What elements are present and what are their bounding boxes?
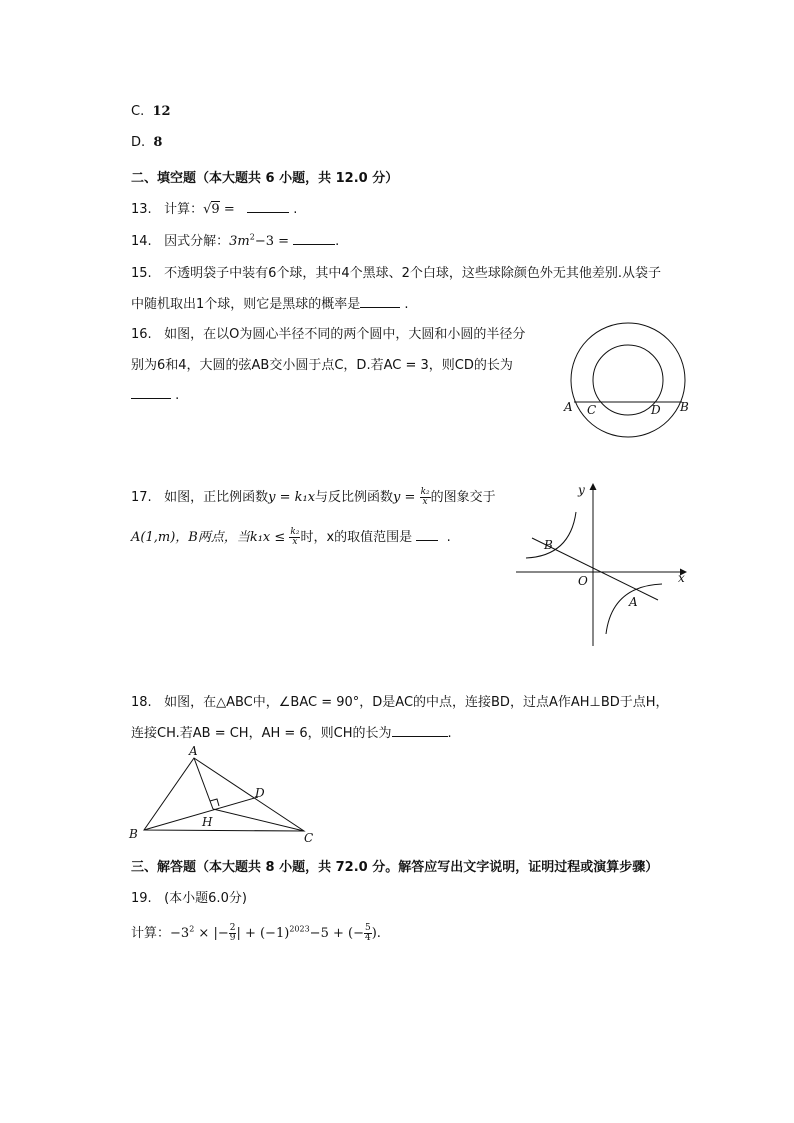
q19-p5: ). (371, 926, 381, 941)
question-18-line2 (131, 722, 452, 741)
q19-p2: × |− (194, 926, 229, 941)
q17-expr-d: y = (393, 490, 420, 505)
label-o: O (578, 574, 588, 588)
question-19-expression (131, 922, 381, 943)
q15-answer-blank[interactable] (360, 295, 400, 308)
question-18-line1 (131, 691, 669, 710)
q14-number: 14. (131, 234, 152, 249)
q17-expr-b: y = k₁x (268, 490, 316, 505)
label-c: C (587, 403, 597, 417)
q16-line1: 如图，在以O为圆心半径不同的两个圆中，大圆和小圆的半径分 (164, 327, 526, 342)
q14-expr-a: 3m (229, 234, 250, 249)
q13-eq: = (219, 202, 239, 217)
label-b: B (680, 400, 689, 414)
question-19-header (131, 887, 247, 906)
q17-line2-a: A(1,m)，B两点，当 (131, 530, 250, 545)
q19-text: 计算： (131, 926, 171, 941)
choice-d-label: D. (131, 135, 146, 150)
q14-text: 因式分解： (164, 234, 230, 249)
q14-expr-b: −3 = (254, 234, 294, 249)
q17-text-a: 如图，正比例函数 (164, 490, 269, 505)
question-16-line1 (131, 323, 525, 342)
figure-18-triangle (126, 742, 322, 848)
question-13 (131, 198, 297, 217)
section-solve-heading: 三、解答题（本大题共 8 小题，共 72.0 分。解答应写出文字说明，证明过程或演算步骤） (131, 860, 659, 875)
q18-number: 18. (131, 695, 152, 710)
q19-score: (本小题6.0分) (164, 891, 247, 906)
q17-frac-bot: x (422, 497, 428, 507)
q17-text-e: 的图象交于 (430, 490, 496, 505)
label-c: C (304, 831, 314, 845)
q16-number: 16. (131, 327, 152, 342)
q17-frac2-top: k₂ (290, 527, 300, 537)
q16-answer-blank[interactable] (131, 386, 171, 399)
q18-line2: 连接CH.若AB = CH，AH = 6，则CH的长为 (131, 726, 392, 741)
q15-line1: 不透明袋子中装有6个球，其中4个黑球、2个白球，这些球除颜色外无其他差别.从袋子 (164, 266, 662, 281)
large-circle (571, 323, 685, 437)
q18-answer-blank[interactable] (392, 724, 448, 737)
label-y: y (578, 483, 585, 497)
label-b: B (544, 538, 553, 552)
label-a: A (189, 744, 198, 758)
q19-fraction-2 (364, 924, 372, 943)
q18-end: . (447, 726, 452, 741)
choice-c (131, 104, 171, 119)
label-h: H (202, 815, 213, 829)
figure-17-graph (512, 478, 694, 650)
q17-number: 17. (131, 490, 152, 505)
q17-frac-top: k₂ (420, 487, 430, 497)
question-17-line2 (131, 526, 451, 547)
choice-c-label: C. (131, 104, 145, 119)
figure-16-circles (556, 318, 702, 444)
question-15-line1 (131, 262, 661, 281)
q17-fraction-2 (289, 528, 300, 547)
question-16-line3 (131, 386, 179, 403)
label-b: B (129, 827, 138, 841)
q15-number: 15. (131, 266, 152, 281)
label-x: x (678, 571, 685, 585)
sqrt-symbol: √ (203, 202, 212, 217)
q14-answer-blank[interactable] (293, 232, 335, 245)
q19-p1: −3 (170, 926, 190, 941)
choice-c-value: 12 (152, 104, 171, 119)
q19-f2-bot: 4 (364, 933, 371, 943)
label-d: D (255, 786, 265, 800)
q15-line2: 中随机取出1个球，则它是黑球的概率是 (131, 297, 361, 312)
triangle-abc (144, 758, 304, 831)
q19-f1-top: 2 (229, 923, 236, 933)
q19-p1-exp: 2 (189, 924, 195, 934)
q17-frac2-bot: x (292, 537, 298, 547)
q19-p3-exp: 2023 (289, 924, 310, 934)
q14-exp: 2 (249, 232, 255, 242)
q14-end: . (335, 234, 340, 249)
q16-end: . (175, 388, 180, 403)
label-a: A (564, 400, 573, 414)
choice-d (131, 135, 162, 150)
q15-end: . (404, 297, 409, 312)
section-fill-heading: 二、填空题（本大题共 6 小题，共 12.0 分） (131, 171, 399, 186)
q13-answer-blank[interactable] (247, 200, 289, 213)
q17-text-c: 与反比例函数 (315, 490, 394, 505)
q19-f2-top: 5 (364, 923, 371, 933)
q19-p3: | + (−1) (236, 926, 290, 941)
q19-f1-bot: 9 (229, 933, 236, 943)
q13-number: 13. (131, 202, 152, 217)
q19-p4: −5 + (− (309, 926, 364, 941)
q19-number: 19. (131, 891, 152, 906)
q17-line2-b: k₁x ≤ (249, 530, 290, 545)
segment-ch (213, 809, 304, 831)
choice-d-value: 8 (153, 135, 163, 150)
hyperbola-lower-branch (606, 584, 662, 634)
q17-answer-blank[interactable] (416, 528, 438, 541)
q13-end: . (293, 202, 298, 217)
q18-line1: 如图，在△ABC中，∠BAC = 90°，D是AC的中点，连接BD，过点A作AH⊥BD于点H， (164, 695, 669, 710)
q17-fraction (420, 488, 431, 507)
label-d: D (651, 403, 661, 417)
q17-line2-c: 时，x的取值范围是 (300, 530, 413, 545)
question-15-line2 (131, 293, 409, 312)
question-14 (131, 230, 339, 249)
q13-radicand: 9 (211, 202, 220, 217)
q16-line2: 别为6和4，大圆的弦AB交小圆于点C，D.若AC = 3，则CD的长为 (131, 358, 513, 373)
q13-text: 计算： (164, 202, 204, 217)
q17-end: . (446, 530, 451, 545)
label-a: A (629, 595, 638, 609)
segment-bd (144, 797, 258, 830)
question-17-line1 (131, 486, 496, 507)
question-16-line2 (131, 354, 513, 373)
